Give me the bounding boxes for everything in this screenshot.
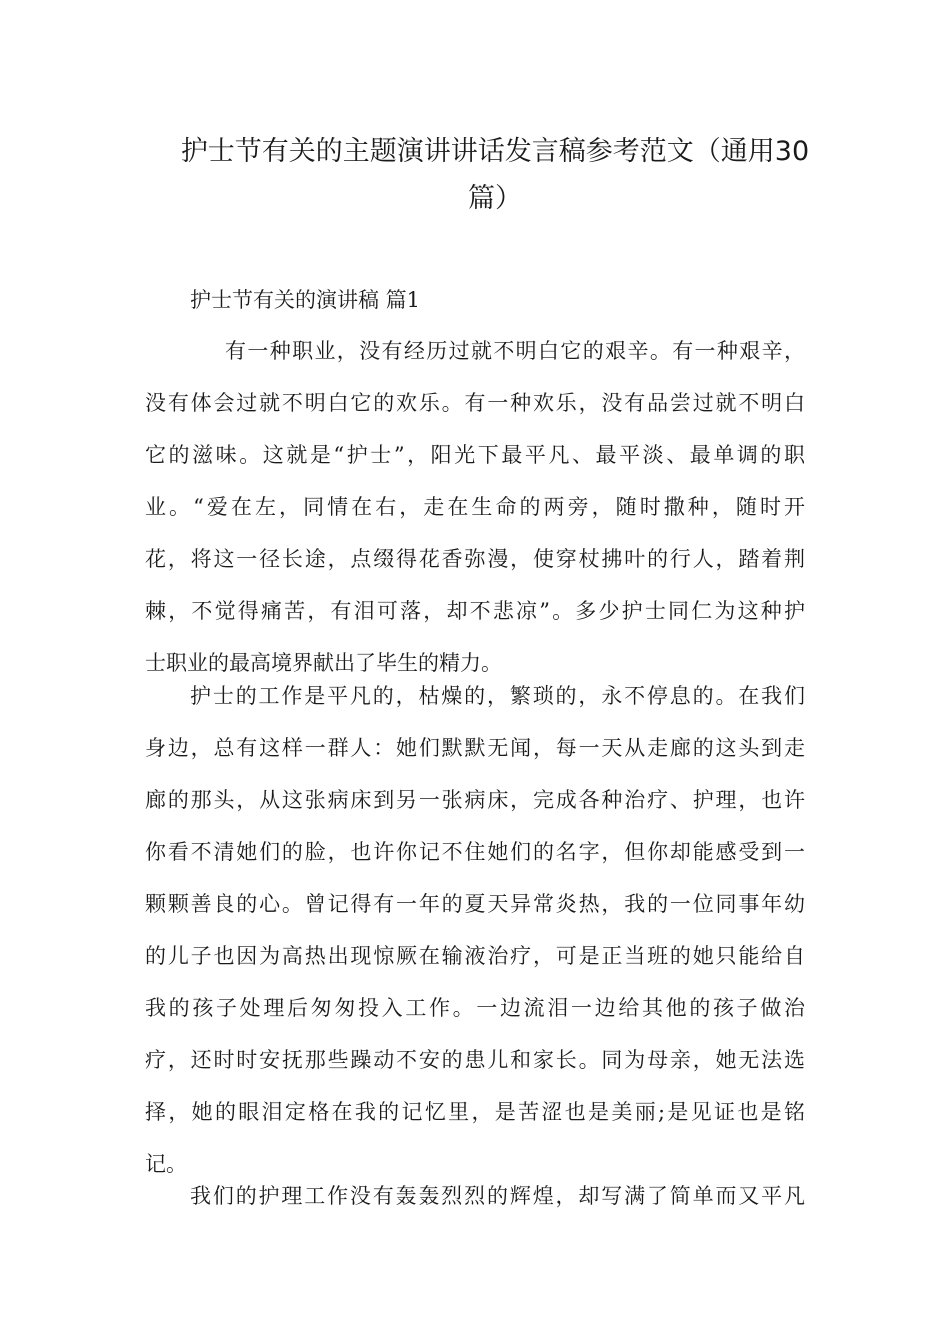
paragraph-line: 没有体会过就不明白它的欢乐。有一种欢乐，没有品尝过就不明白 — [145, 391, 805, 415]
paragraph-line: 颗颗善良的心。曾记得有一年的夏天异常炎热，我的一位同事年幼 — [145, 892, 805, 916]
paragraph-2 — [145, 670, 805, 1190]
document-title — [140, 128, 850, 222]
paragraph-line: 择，她的眼泪定格在我的记忆里，是苦涩也是美丽;是见证也是铭 — [145, 1100, 805, 1124]
paragraph-line: 我们的护理工作没有轰轰烈烈的辉煌，却写满了简单而又平凡 — [190, 1184, 805, 1208]
paragraph-line: 疗，还时时安抚那些躁动不安的患儿和家长。同为母亲，她无法选 — [145, 1048, 805, 1072]
paragraph-line: 棘，不觉得痛苦，有泪可落，却不悲凉”。多少护士同仁为这种护 — [145, 599, 805, 623]
section-heading: 护士节有关的演讲稿 篇1 — [190, 288, 421, 312]
title-line-1: 护士节有关的主题演讲讲话发言稿参考范文（通用30 — [180, 136, 810, 167]
paragraph-line: 你看不清她们的脸，也许你记不住她们的名字，但你却能感受到一 — [145, 840, 805, 864]
paragraph-line: 它的滋味。这就是“护士”，阳光下最平凡、最平淡、最单调的职 — [145, 443, 805, 467]
paragraph-line: 身边，总有这样一群人：她们默默无闻，每一天从走廊的这头到走 — [145, 736, 805, 760]
paragraph-1 — [145, 325, 805, 689]
title-line-2: 篇） — [468, 183, 522, 214]
paragraph-line: 有一种职业，没有经历过就不明白它的艰辛。有一种艰辛， — [225, 339, 805, 363]
paragraph-line: 廊的那头，从这张病床到另一张病床，完成各种治疗、护理，也许 — [145, 788, 805, 812]
paragraph-line: 业。“爱在左，同情在右，走在生命的两旁，随时撒种，随时开 — [145, 495, 805, 519]
paragraph-line: 我的孩子处理后匆匆投入工作。一边流泪一边给其他的孩子做治 — [145, 996, 805, 1020]
paragraph-3 — [145, 1170, 805, 1222]
paragraph-line: 护士的工作是平凡的，枯燥的，繁琐的，永不停息的。在我们 — [190, 684, 805, 708]
paragraph-line: 士职业的最高境界献出了毕生的精力。 — [145, 651, 502, 675]
paragraph-line: 花，将这一径长途，点缀得花香弥漫，使穿杖拂叶的行人，踏着荆 — [145, 547, 805, 571]
paragraph-line: 的儿子也因为高热出现惊厥在输液治疗，可是正当班的她只能给自 — [145, 944, 805, 968]
paragraph-line: 记。 — [145, 1152, 187, 1176]
